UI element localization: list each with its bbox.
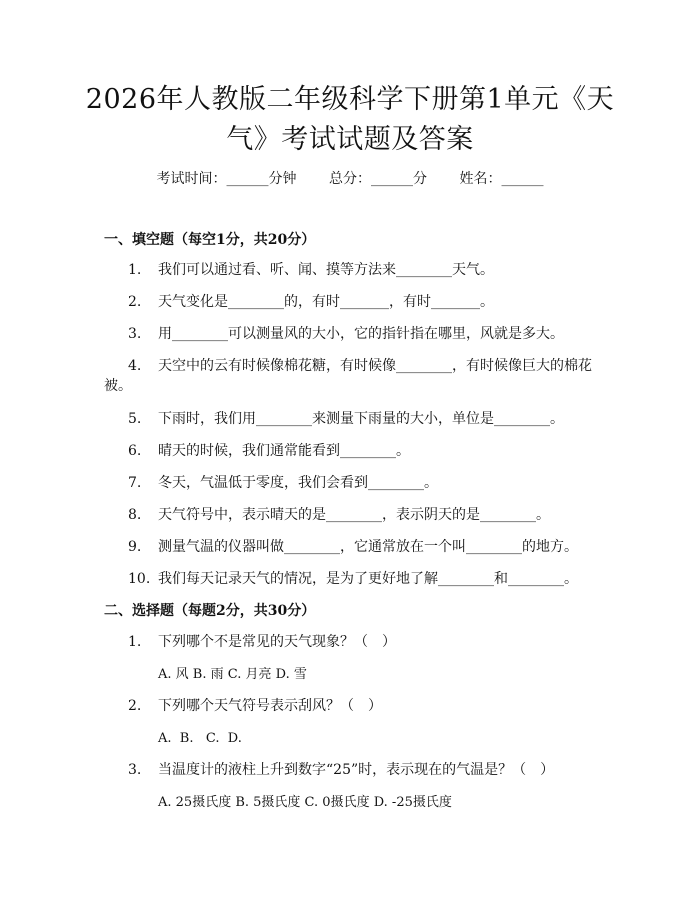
exam-meta <box>0 170 700 188</box>
choice-question <box>104 632 594 652</box>
question-number: 2. <box>128 698 142 714</box>
question-number: 6. <box>128 443 142 459</box>
question-number: 4. <box>128 358 142 374</box>
fill-question <box>104 356 594 396</box>
question-text: 当温度计的液柱上升到数字“25”时，表示现在的气温是？（ ） <box>158 762 555 778</box>
fill-question <box>104 409 594 429</box>
question-number: 3. <box>128 326 142 342</box>
question-text: 天气变化是________的，有时_______，有时_______。 <box>158 294 494 310</box>
question-number: 9. <box>128 539 142 555</box>
section-heading-choice: 二、选择题（每题2分，共30分） <box>104 603 316 619</box>
fill-question <box>104 473 594 493</box>
question-text: 用________可以测量风的大小，它的指针指在哪里，风就是多大。 <box>158 326 564 342</box>
choice-options: A. 25摄氏度 B. 5摄氏度 C. 0摄氏度 D. -25摄氏度 <box>158 795 452 810</box>
question-text: 晴天的时候，我们通常能看到________。 <box>158 443 410 459</box>
fill-question <box>104 324 594 344</box>
question-text: 天空中的云有时候像棉花糖，有时候像________，有时候像巨大的棉花被。 <box>104 358 592 394</box>
fill-question <box>104 537 594 557</box>
fill-question <box>104 441 594 461</box>
question-text: 天气符号中，表示晴天的是________，表示阴天的是________。 <box>158 507 550 523</box>
document-title: 2026年人教版二年级科学下册第1单元《天气》考试试题及答案 <box>85 84 615 155</box>
question-number: 1. <box>128 634 142 650</box>
choice-options: A. 风 B. 雨 C. 月亮 D. 雪 <box>158 667 307 682</box>
exam-time: 考试时间：______分钟 <box>156 171 297 187</box>
question-text: 测量气温的仪器叫做________，它通常放在一个叫________的地方。 <box>158 539 578 555</box>
choice-question <box>104 760 594 780</box>
fill-question <box>104 292 594 312</box>
exam-total-score: 总分：______分 <box>329 171 427 187</box>
question-text: 下雨时，我们用________来测量下雨量的大小，单位是________。 <box>158 411 564 427</box>
question-number: 1. <box>128 262 142 278</box>
question-text: 我们每天记录天气的情况，是为了更好地了解________和________。 <box>158 571 578 587</box>
fill-question <box>104 505 594 525</box>
exam-student-name: 姓名：______ <box>459 171 544 187</box>
question-text: 下列哪个天气符号表示刮风？（ ） <box>158 698 382 714</box>
question-number: 8. <box>128 507 142 523</box>
question-number: 2. <box>128 294 142 310</box>
question-number: 3. <box>128 762 142 778</box>
fill-question <box>104 260 594 280</box>
fill-question <box>104 569 594 589</box>
question-text: 我们可以通过看、听、闻、摸等方法来________天气。 <box>158 262 494 278</box>
section-heading-fill: 一、填空题（每空1分，共20分） <box>104 232 316 248</box>
question-text: 冬天，气温低于零度，我们会看到________。 <box>158 475 438 491</box>
choice-question <box>104 696 594 716</box>
question-text: 下列哪个不是常见的天气现象？（ ） <box>158 634 396 650</box>
question-number: 10. <box>128 571 151 587</box>
question-number: 5. <box>128 411 142 427</box>
question-number: 7. <box>128 475 142 491</box>
choice-options: A. B. C. D. <box>158 731 242 746</box>
